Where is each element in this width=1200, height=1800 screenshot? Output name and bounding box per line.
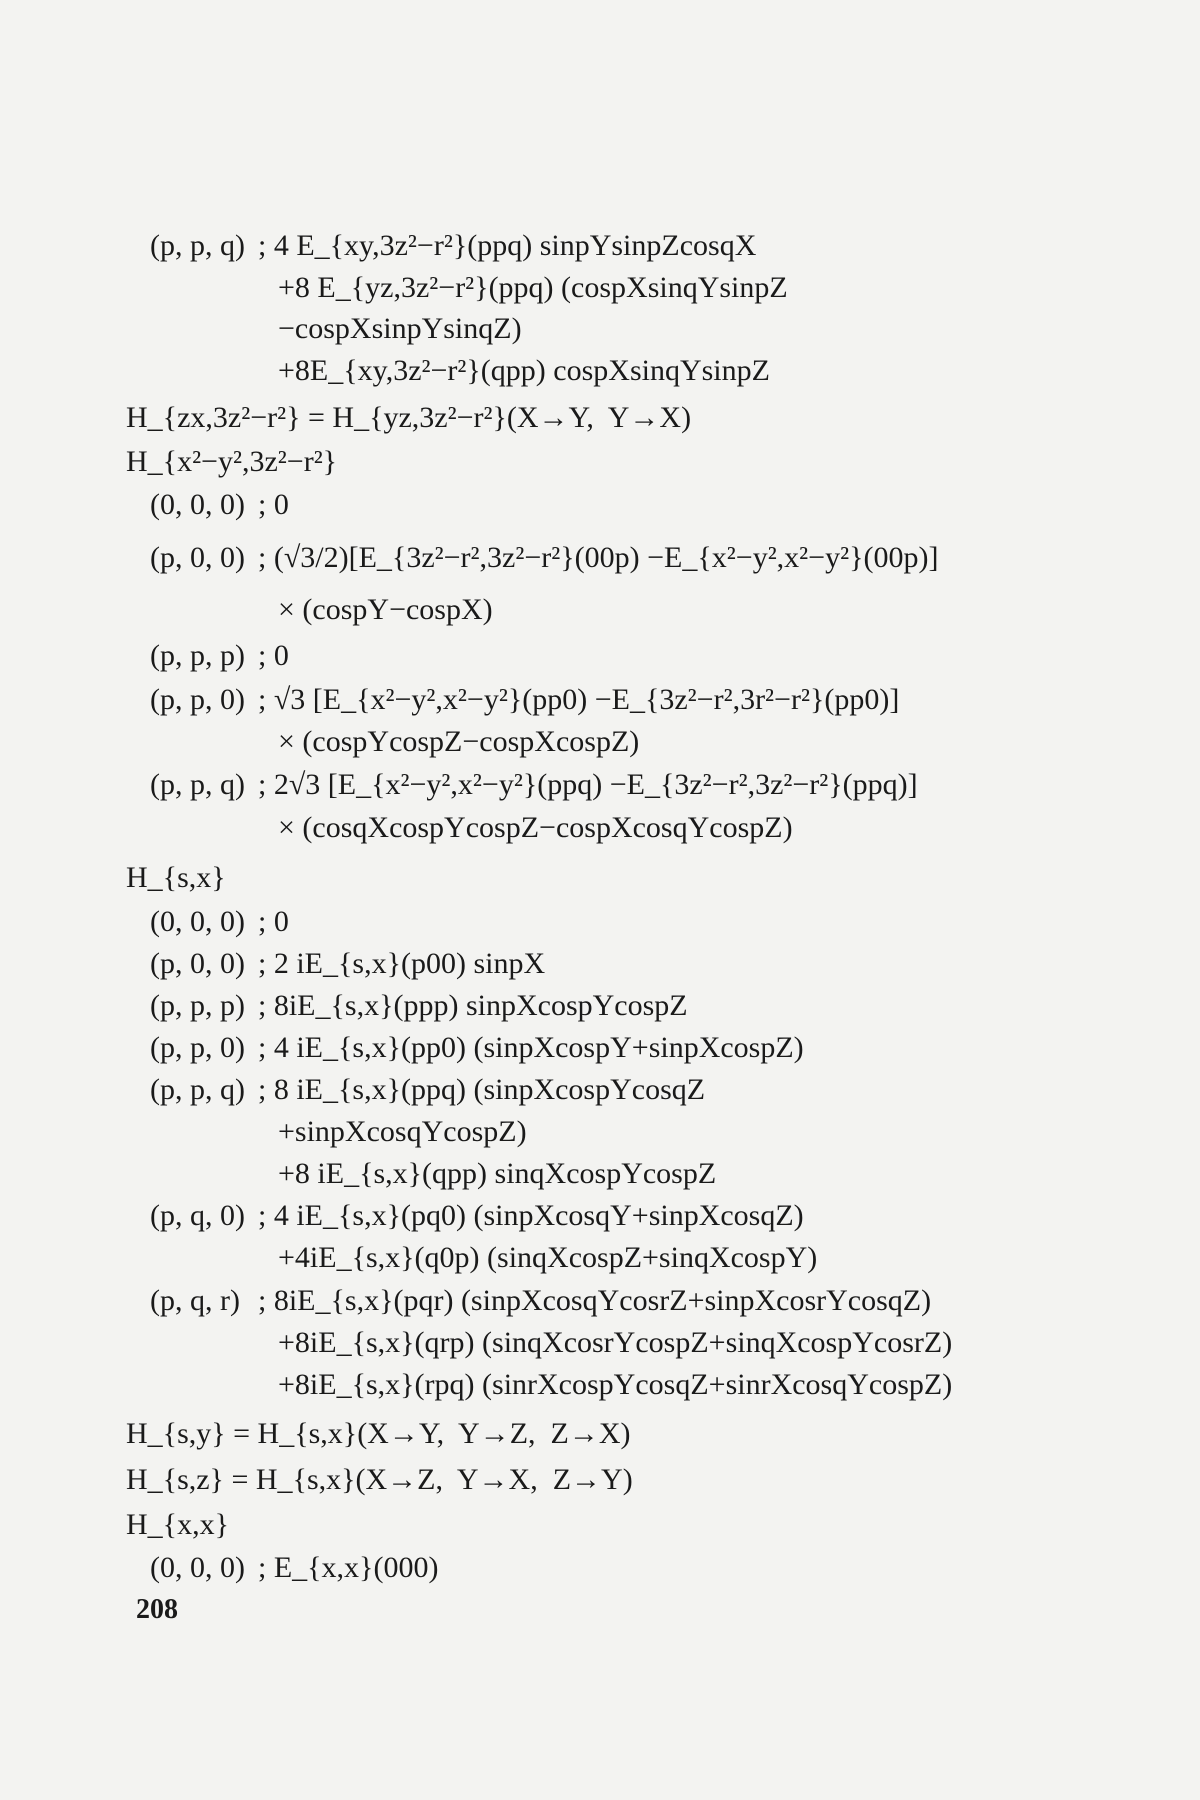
term-expression: ; 8iE_{s,x}(ppp) sinpXcospYcospZ (258, 989, 688, 1022)
matrix-element-definition: H_{s,y} = H_{s,x}(X→Y, Y→Z, Z→X) (126, 1417, 631, 1450)
term-expression: ; 4 iE_{s,x}(pq0) (sinpXcosqY+sinpXcosqZ) (258, 1199, 804, 1232)
term-expression: +8iE_{s,x}(qrp) (sinqXcosrYcospZ+sinqXcospYcosrZ) (278, 1326, 953, 1359)
k-point-label: (0, 0, 0) (150, 488, 245, 521)
term-expression: ; 8 iE_{s,x}(ppq) (sinpXcospYcosqZ (258, 1073, 706, 1106)
k-point-label: (p, q, r) (150, 1284, 240, 1317)
k-point-label: (p, p, q) (150, 229, 245, 262)
term-expression: +8 iE_{s,x}(qpp) sinqXcospYcospZ (278, 1157, 717, 1190)
k-point-label: (0, 0, 0) (150, 1551, 245, 1584)
k-point-label: (p, 0, 0) (150, 947, 245, 980)
matrix-element-definition: H_{s,z} = H_{s,x}(X→Z, Y→X, Z→Y) (126, 1463, 633, 1496)
k-point-label: (p, p, 0) (150, 683, 245, 716)
k-point-label: (p, 0, 0) (150, 541, 245, 574)
term-expression: +8iE_{s,x}(rpq) (sinrXcospYcosqZ+sinrXcosqYcospZ) (278, 1368, 953, 1401)
term-expression: +4iE_{s,x}(q0p) (sinqXcospZ+sinqXcospY) (278, 1241, 818, 1274)
k-point-label: (p, p, p) (150, 639, 245, 672)
term-expression: ; 2√3 [E_{x²−y²,x²−y²}(ppq) −E_{3z²−r²,3z²−r²}(ppq)] (258, 768, 918, 801)
k-point-label: (p, p, p) (150, 989, 245, 1022)
term-expression: × (cosqXcospYcospZ−cospXcosqYcospZ) (278, 811, 793, 844)
term-expression: ; 8iE_{s,x}(pqr) (sinpXcosqYcosrZ+sinpXcosrYcosqZ) (258, 1284, 932, 1317)
term-expression: ; 2 iE_{s,x}(p00) sinpX (258, 947, 546, 980)
k-point-label: (p, p, q) (150, 768, 245, 801)
term-expression: × (cospY−cospX) (278, 593, 493, 626)
term-expression: ; √3 [E_{x²−y²,x²−y²}(pp0) −E_{3z²−r²,3r²−r²}(pp0)] (258, 683, 900, 716)
term-expression: ; 4 iE_{s,x}(pp0) (sinpXcospY+sinpXcospZ) (258, 1031, 804, 1064)
term-expression: ; 4 E_{xy,3z²−r²}(ppq) sinpYsinpZcosqX (258, 229, 757, 262)
term-expression: ; 0 (258, 639, 289, 672)
term-expression: +sinpXcosqYcospZ) (278, 1115, 527, 1148)
k-point-label: (p, p, q) (150, 1073, 245, 1106)
matrix-element-heading: H_{x²−y²,3z²−r²} (126, 445, 338, 478)
k-point-label: (p, q, 0) (150, 1199, 245, 1232)
term-expression: ; E_{x,x}(000) (258, 1551, 439, 1584)
term-line (150, 226, 245, 266)
matrix-element-definition: H_{zx,3z²−r²} = H_{yz,3z²−r²}(X→Y, Y→X) (126, 401, 692, 434)
term-expression: ; (√3/2)[E_{3z²−r²,3z²−r²}(00p) −E_{x²−y²,x²−y²}(00p)] (258, 541, 939, 574)
term-expression: +8E_{xy,3z²−r²}(qpp) cospXsinqYsinpZ (278, 354, 770, 387)
term-expression: −cospXsinpYsinqZ) (278, 312, 522, 345)
matrix-element-heading: H_{s,x} (126, 861, 226, 894)
matrix-element-heading: H_{x,x} (126, 1508, 229, 1541)
page-number: 208 (136, 1594, 178, 1625)
term-expression: × (cospYcospZ−cospXcospZ) (278, 725, 640, 758)
k-point-label: (0, 0, 0) (150, 905, 245, 938)
k-point-label: (p, p, 0) (150, 1031, 245, 1064)
term-expression: ; 0 (258, 905, 289, 938)
term-expression: ; 0 (258, 488, 289, 521)
term-expression: +8 E_{yz,3z²−r²}(ppq) (cospXsinqYsinpZ (278, 271, 788, 304)
